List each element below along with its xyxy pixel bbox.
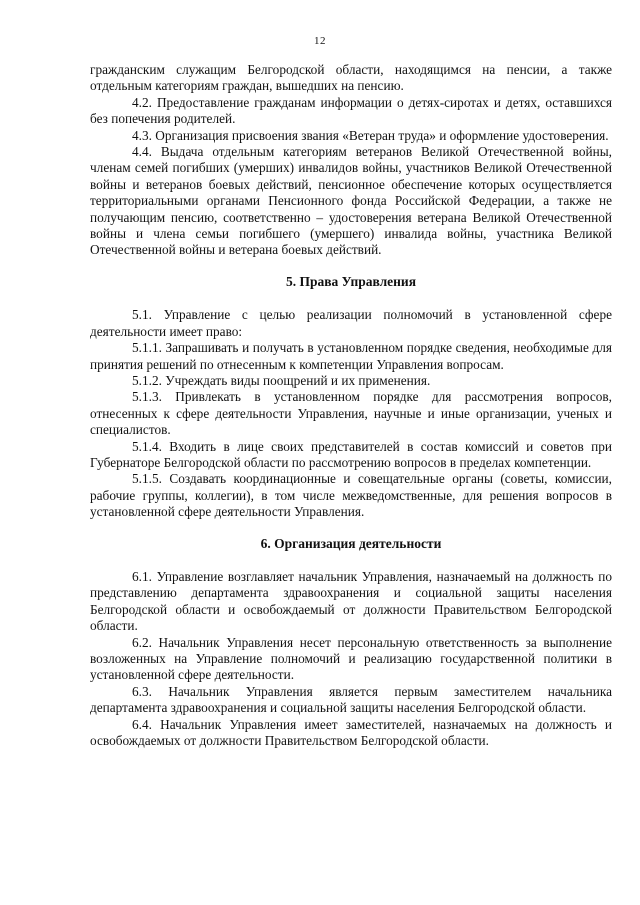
paragraph-5-1: 5.1. Управление с целью реализации полномочий в установленной сфере деятельности имеет право: [90,307,612,339]
paragraph-6-2: 6.2. Начальник Управления несет персональную ответственность за выполнение возложенных на Управление полномочий и реализацию государственной политики в установленной сфере деятельности. [90,634,612,683]
paragraph-4-3: 4.3. Организация присвоения звания «Ветеран труда» и оформление удостоверения. [132,127,609,143]
document-body [90,62,612,749]
paragraph-4-2: 4.2. Предоставление гражданам информации о детях-сиротах и детях, оставшихся без попечения родителей. [90,94,612,127]
paragraph-5-1-3: 5.1.3. Привлекать в установленном порядке для рассмотрения вопросов, отнесенных к сфере деятельности Управления, научные и иные организации, ученых и специалистов. [90,389,612,438]
paragraph-4-4: 4.4. Выдача отдельным категориям ветеранов Великой Отечественной войны, членам семей погибших (умерших) инвалидов войны, участников Великой Отечественной войны и ветеранов боевых действий, пенсионное обеспечение которых осуществляется территориальными органами Пенсионного фонда Российской Федерации, а также не получающим пенсию, соответственно – удостоверения ветерана Великой Отечественной войны и члена семьи погибшего (умершего) инвалида войны, участника Великой Отечественной войны и ветерана боевых действий. [90,144,612,258]
paragraph-5-1-1: 5.1.1. Запрашивать и получать в установленном порядке сведения, необходимые для принятия решений по отнесенным к компетенции Управления вопросам. [90,340,612,372]
paragraph-5-1-2: 5.1.2. Учреждать виды поощрений и их применения. [132,372,431,388]
paragraph-6-3: 6.3. Начальник Управления является первым заместителем начальника департамента здравоохранения и социальной защиты населения Белгородской области. [90,683,612,716]
section-6-heading: 6. Организация деятельности [260,535,442,551]
page-number: 12 [314,35,326,47]
paragraph-continuation: гражданским служащим Белгородской области, находящимся на пенсии, а также отдельным категориям граждан, вышедших на пенсию. [90,62,612,94]
paragraph-5-1-5: 5.1.5. Создавать координационные и совещательные органы (советы, комиссии, рабочие группы, коллегии), в том числе межведомственные, для решения вопросов в установленной сфере деятельности Управления. [90,471,612,520]
paragraph-6-4: 6.4. Начальник Управления имеет заместителей, назначаемых на должность и освобождаемых от должности Правительством Белгородской области. [90,716,612,749]
paragraph-6-1: 6.1. Управление возглавляет начальник Управления, назначаемый на должность по представлению департамента здравоохранения и социальной защиты населения Белгородской области и освобождаемый от должности Правительством Белгородской области. [90,568,612,634]
paragraph-5-1-4: 5.1.4. Входить в лице своих представителей в состав комиссий и советов при Губернаторе Белгородской области по рассмотрению вопросов в пределах компетенции. [90,438,612,470]
section-5-heading: 5. Права Управления [285,273,417,289]
